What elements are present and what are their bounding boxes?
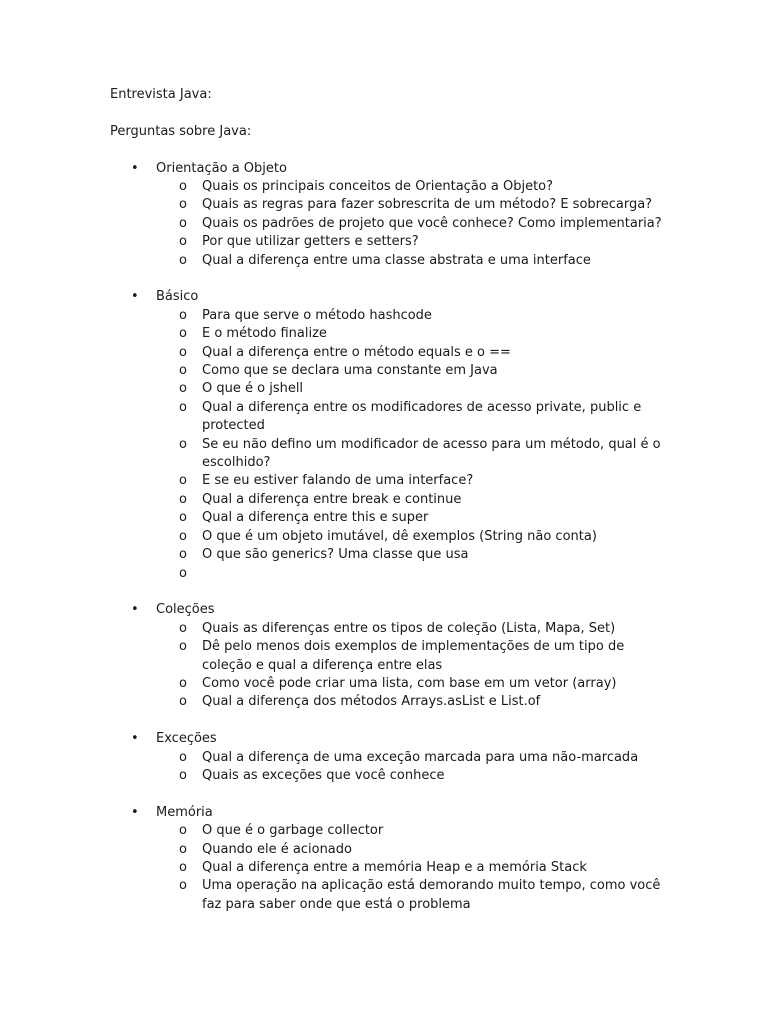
question-text: O que são generics? Uma classe que usa (202, 547, 469, 563)
list-item (156, 491, 670, 509)
question-text: Quais os padrões de projeto que você conhece? Como implementaria? (202, 215, 662, 231)
section (110, 288, 670, 582)
list-item (156, 233, 670, 251)
bullet-icon: • (131, 289, 139, 305)
question-text: Qual a diferença entre o método equals e o == (202, 344, 511, 360)
question-list (156, 822, 670, 914)
circle-marker-icon: o (179, 197, 187, 213)
list-item (156, 509, 670, 527)
question-text: Quais as exceções que você conhece (202, 767, 445, 783)
section (110, 601, 670, 711)
list-item (156, 877, 670, 914)
question-text: Qual a diferença de uma exceção marcada para uma não-marcada (202, 749, 639, 765)
list-item (156, 362, 670, 380)
question-text: Por que utilizar getters e setters? (202, 234, 419, 250)
list-item (156, 693, 670, 711)
list-item (156, 472, 670, 490)
document-body (110, 86, 670, 933)
question-text: Quais as diferenças entre os tipos de coleção (Lista, Mapa, Set) (202, 620, 616, 636)
bullet-icon: • (131, 602, 139, 618)
question-text (202, 565, 670, 583)
question-text: Se eu não defino um modificador de acesso para um método, qual é o escolhido? (202, 436, 661, 471)
circle-marker-icon: o (179, 326, 187, 342)
list-item (156, 325, 670, 343)
section-title: Básico (156, 289, 199, 305)
question-text: O que é um objeto imutável, dê exemplos (String não conta) (202, 528, 597, 544)
list-item (156, 528, 670, 546)
question-text: E se eu estiver falando de uma interface? (202, 473, 474, 489)
circle-marker-icon: o (179, 179, 187, 194)
circle-marker-icon: o (179, 215, 187, 231)
list-item (156, 841, 670, 859)
list-item (156, 565, 670, 583)
question-text: E o método finalize (202, 326, 327, 342)
document-subtitle: Perguntas sobre Java: (110, 123, 252, 139)
section-title: Memória (156, 804, 213, 820)
circle-marker-icon: o (179, 252, 187, 268)
circle-marker-icon: o (179, 767, 187, 783)
list-item (156, 546, 670, 564)
question-text: Uma operação na aplicação está demorando muito tempo, como você faz para saber onde que está o problema (202, 878, 661, 912)
list-item (156, 178, 670, 196)
question-text: Quais as regras para fazer sobrescrita de um método? E sobrecarga? (202, 197, 653, 213)
list-item (156, 307, 670, 325)
circle-marker-icon: o (179, 491, 187, 507)
circle-marker-icon: o (179, 565, 187, 581)
circle-marker-icon: o (179, 841, 187, 857)
question-text: Qual a diferença entre os modificadores de acesso private, public e protected (202, 399, 642, 434)
question-list (156, 178, 670, 270)
circle-marker-icon: o (179, 547, 187, 563)
list-item (156, 675, 670, 693)
list-item (156, 344, 670, 362)
question-sections (110, 160, 670, 915)
circle-marker-icon: o (179, 639, 187, 655)
question-text: Qual a diferença entre uma classe abstrata e uma interface (202, 252, 591, 268)
question-text: Qual a diferença entre a memória Heap e a memória Stack (202, 859, 587, 875)
circle-marker-icon: o (179, 528, 187, 544)
question-list (156, 620, 670, 712)
bullet-icon: • (131, 731, 139, 747)
circle-marker-icon: o (179, 307, 187, 323)
question-text: Qual a diferença entre break e continue (202, 491, 462, 507)
question-text: Quais os principais conceitos de Orientação a Objeto? (202, 179, 554, 194)
list-item (156, 638, 670, 675)
section (110, 160, 670, 270)
question-text: Qual a diferença entre this e super (202, 510, 429, 526)
question-text: Para que serve o método hashcode (202, 307, 432, 323)
list-item (156, 767, 670, 785)
circle-marker-icon: o (179, 694, 187, 710)
list-item (156, 620, 670, 638)
bullet-icon: • (131, 160, 139, 176)
circle-marker-icon: o (179, 436, 187, 452)
question-text: O que é o garbage collector (202, 823, 384, 839)
question-text: Qual a diferença dos métodos Arrays.asList e List.of (202, 694, 541, 710)
circle-marker-icon: o (179, 749, 187, 765)
circle-marker-icon: o (179, 859, 187, 875)
section-title: Orientação a Objeto (156, 160, 287, 176)
question-text: Como você pode criar uma lista, com base em um vetor (array) (202, 675, 617, 691)
circle-marker-icon: o (179, 878, 187, 894)
circle-marker-icon: o (179, 675, 187, 691)
list-item (156, 215, 670, 233)
question-text: Dê pelo menos dois exemplos de implementações de um tipo de coleção e qual a diferença entre elas (202, 639, 625, 673)
circle-marker-icon: o (179, 620, 187, 636)
circle-marker-icon: o (179, 399, 187, 415)
question-text: Como que se declara uma constante em Java (202, 363, 498, 379)
bullet-icon: • (131, 804, 139, 820)
list-item (156, 399, 670, 436)
circle-marker-icon: o (179, 234, 187, 250)
circle-marker-icon: o (179, 363, 187, 379)
document-title: Entrevista Java: (110, 87, 212, 102)
section (110, 804, 670, 914)
section (110, 730, 670, 785)
section-title: Exceções (156, 731, 217, 747)
circle-marker-icon: o (179, 381, 187, 397)
list-item (156, 822, 670, 840)
circle-marker-icon: o (179, 823, 187, 839)
circle-marker-icon: o (179, 344, 187, 360)
list-item (156, 859, 670, 877)
list-item (156, 252, 670, 270)
question-text: O que é o jshell (202, 381, 304, 397)
list-item (156, 196, 670, 214)
circle-marker-icon: o (179, 510, 187, 526)
list-item (156, 749, 670, 767)
question-text: Quando ele é acionado (202, 841, 352, 857)
circle-marker-icon: o (179, 473, 187, 489)
list-item (156, 380, 670, 398)
question-list (156, 749, 670, 786)
question-list (156, 307, 670, 583)
list-item (156, 436, 670, 473)
section-title: Coleções (156, 602, 215, 618)
